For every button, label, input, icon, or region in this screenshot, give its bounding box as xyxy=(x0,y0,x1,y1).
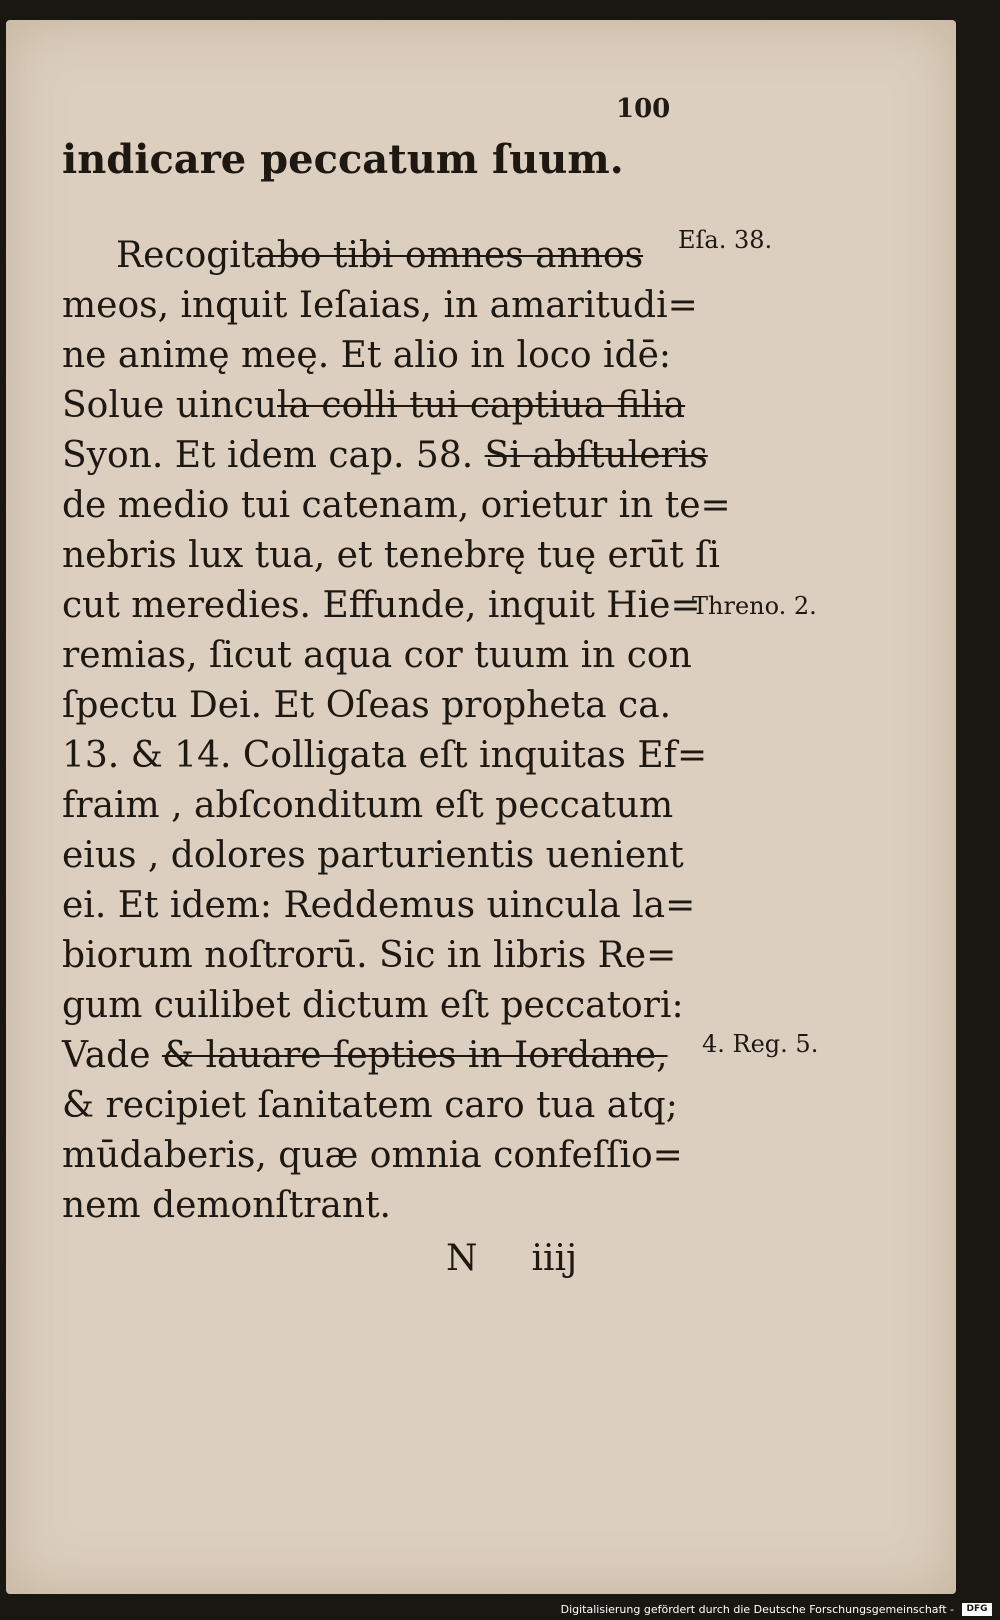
text-line: meos, inquit Ieſaias, in amaritudi= xyxy=(62,285,698,326)
struck-text: abo tibi omnes annos xyxy=(255,235,644,276)
marginal-note: Eſa. 38. xyxy=(678,226,773,254)
text-line: nem demonſtrant. xyxy=(62,1185,391,1226)
text-segment: Solue uincu xyxy=(62,385,278,426)
marginal-note: Threno. 2. xyxy=(692,592,817,620)
struck-text: la colli tui captiua filia xyxy=(277,385,686,426)
text-line: ne animę meę. Et alio in loco idē: xyxy=(62,335,672,376)
text-line: fraim , abſconditum eſt peccatum xyxy=(62,785,674,826)
text-line: biorum noſtrorū. Sic in libris Re= xyxy=(62,935,677,976)
text-segment: Recogit xyxy=(116,235,256,276)
struck-text: & lauare ſepties in Iordane, xyxy=(161,1035,668,1076)
text-line: cut meredies. Effunde, inquit Hie= xyxy=(62,585,701,626)
text-segment: Vade xyxy=(62,1035,162,1076)
page-number: 100 xyxy=(616,94,671,124)
text-line xyxy=(62,434,708,478)
text-line xyxy=(62,1034,668,1078)
marginal-note: 4. Reg. 5. xyxy=(702,1030,819,1058)
text-line: remias, ſicut aqua cor tuum in con xyxy=(62,635,692,676)
digitization-credit: Digitalisierung gefördert durch die Deutsche Forschungsgemeinschaft - xyxy=(560,1603,954,1616)
text-line: mūdaberis, quæ omnia confeſſio= xyxy=(62,1135,683,1176)
text-line xyxy=(116,234,643,278)
signature-mark xyxy=(446,1238,631,1279)
dfg-logo: DFG xyxy=(962,1603,992,1616)
text-line: ſpectu Dei. Et Oſeas propheta ca. xyxy=(62,685,672,726)
text-line: gum cuilibet dictum eſt peccatori: xyxy=(62,985,684,1026)
signature-letter: N xyxy=(446,1238,478,1279)
text-line: nebris lux tua, et tenebrę tuę erūt ſi xyxy=(62,535,720,576)
text-line xyxy=(62,384,685,428)
book-page xyxy=(6,20,956,1594)
text-segment: Syon. Et idem cap. 58. xyxy=(62,435,485,476)
text-line: de medio tui catenam, orietur in te= xyxy=(62,485,731,526)
text-line: ei. Et idem: Reddemus uincula la= xyxy=(62,885,696,926)
struck-text: Si abſtuleris xyxy=(484,435,708,476)
text-line: indicare peccatum ſuum. xyxy=(62,136,624,183)
text-line: eius , dolores parturientis uenient xyxy=(62,835,684,876)
text-line: 13. & 14. Colligata eſt inquitas Ef= xyxy=(62,735,708,776)
text-line: & recipiet ſanitatem caro tua atq; xyxy=(62,1085,678,1126)
signature-numeral: iiij xyxy=(531,1238,578,1279)
